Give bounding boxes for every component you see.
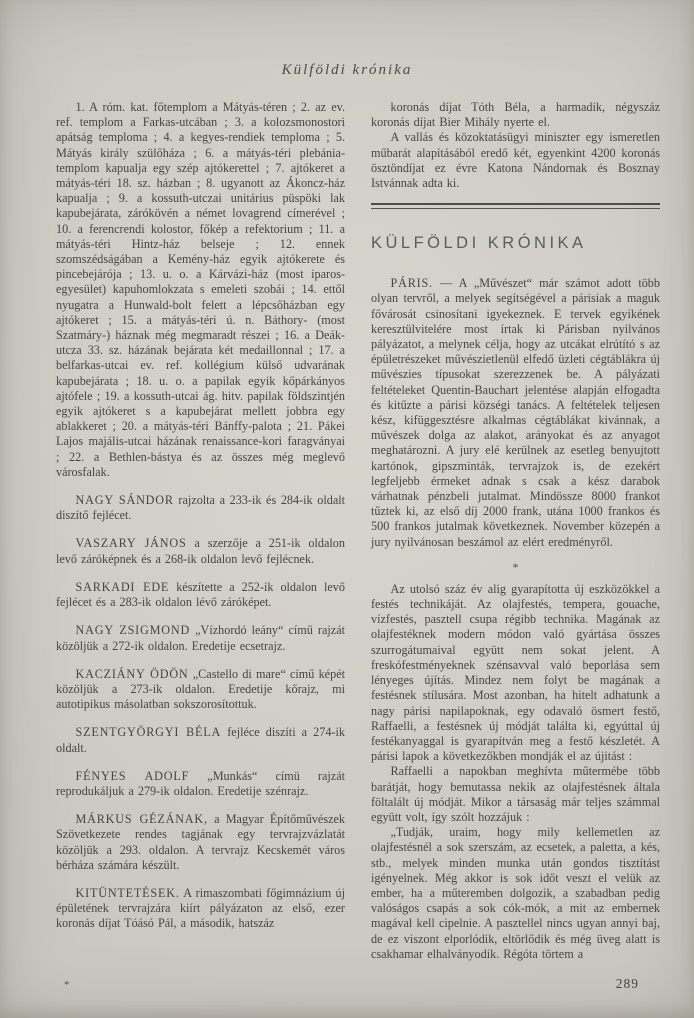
paragraph-lead: SZENTGYÖRGYI BÉLA: [75, 725, 222, 740]
paragraph: [371, 764, 660, 825]
paragraph-text: — A „Művészet“ már számot adott több olyan tervről, a melyek segítségével a párisiak a maguk fővárosát csinosítani igyekeznek. E tervek egyikének keresztülvitelére most írtak ki Párisban nyilvános pályázatot, a melynek célja, hogy az utcákat elrútító s az épületrészeket művészietlenül elfedő üzleti cégtáblákra új művészies típusokat szerezzenek be. A pályázati feltételeket Quentin-Bauchart jelentése alapján elfogadta és kitűzte a párisi községi tanács. A feltételek teljesen kész, kifüggesztésre alkalmas cégtáblákat kivánnak, a művészek dolga az alakot, arányokat és az anyagot meghatározni. A jury elé kerülnek az esetleg benyujtott kartónok, gipszminták, tervrajzok is, de ezekért legfeljebb érmeket adnak s csak a kész darabok várhatnak pénzbeli jutalmat. Mindössze 8000 frankot tűztek ki, az első díj 2000 frank, utána 1000 frankos és 500 frankos jutalmak következnek. November közepén a jury nyilvánosan beszámol az elért eredményről.: [371, 276, 660, 549]
paragraph-text: a Magyar Építőművészek Szövetkezete rendes tagjának egy tervrajzvázlatát közöljük a 293. oldalon. A tervrajz Kecskemét város bérháza számára készült.: [56, 812, 345, 872]
paragraph-text: 1. A róm. kat. főtemplom a Mátyás-téren ; 2. az ev. ref. templom a Farkas-utcában ; 3. a kolozsmonostori apátság temploma ; 4. a kegyes-rendiek temploma ; 5. Mátyás király szülőháza ; 6. a mátyás-téri plebánia-templom kapualja egy szép ajtókerettel ; 7. ajtókeret a mátyás-téri 18. sz. házban ; 8. ugyanott az Ákoncz-ház kapualja ; 9. a kossuth-utczai unitárius püspöki lak kapubejárata, zárókövén a német lovagrend címerével ; 10. a ferencrendi kolostor, főkép a refektorium ; 11. a mátyás-téri Hintz-ház belseje ; 12. ennek szomszédságában a Kemény-ház egyik ajtókerete és pincebejárója ; 13. u. o. a Kárvázi-ház (most iparos-egyesület) kapuhomlokzata s emeleti szobái ; 14. ettől nyugatra a Hunwald-bolt felett a lépcsőházban egy ajtókeret ; 15. a mátyás-téri ú. n. Báthory- (most Szatmáry-) háznak még megmaradt részei ; 16. a Deák-utcza 33. sz. házának bejárata két medaillonnal ; 17. a belfarkas-utcai ev. ref. kollégium külső udvarának kapubejárata ; 18. u. o. a papilak egyik kőpárkányos ajtófele ; 19. a kossuth-utcai ág. hitv. papilak földszintjén egyik ajtókeret s a kapubejárat mellett jobbra egy ablakkeret ; 20. a mátyás-téri Bánffy-palota ; 21. Pákei Lajos majális-utcai házának renaissance-kori faragványai ; 22. a Bethlen-bástya és az összes még meglevő városfalak.: [56, 100, 345, 479]
left-column: [56, 100, 345, 962]
continuation-paragraphs: [371, 100, 660, 191]
paragraph-lead: FÉNYES ADOLF: [75, 768, 190, 783]
section-heading: KÜLFÖLDI KRÓNIKA: [371, 234, 587, 253]
paragraph: [56, 886, 345, 932]
print-artifact-mark: *: [64, 979, 70, 991]
paragraph-text: rajzolta a 233-ik és 284-ik oldalt diszítő fejlécet.: [56, 493, 346, 523]
paragraph-paris: [371, 276, 660, 550]
paragraph-text: a szerzője a 251-ik oldalon levő záróképnek és a 268-ik oldalon levő fejlécnek.: [56, 536, 345, 566]
paragraph-text: „Vízhordó leány“ című rajzát közöljük a 272-ik oldalon. Eredetije ecsetrajz.: [56, 623, 345, 653]
paragraph-text: „Castello di mare“ című képét közöljük a 273-ik oldalon. Eredetije kőrajz, mi autotipikus másolatban sokszorosítottuk.: [56, 666, 345, 712]
page-number: 289: [615, 976, 639, 991]
essay-paragraphs: [371, 582, 660, 962]
section-divider-rules: [371, 203, 660, 209]
paragraph: [56, 667, 345, 713]
paragraph-text: fejléce diszíti a 274-ik oldalt.: [56, 725, 345, 755]
paragraph: [56, 100, 345, 480]
paragraph-text: koronás díjat Tóth Béla, a harmadik, négyszáz koronás díjat Bier Mihály nyerte el.: [371, 100, 660, 130]
paragraph: [56, 623, 345, 653]
paragraph: [56, 493, 345, 523]
paragraph: [56, 580, 345, 610]
paragraph-text: „Tudják, uraim, hogy mily kellemetlen az olajfestésnél a sok szerszám, az ecsetek, a paletta, a kés, stb., melyek minden munka után gondos tisztítást igényelnek. Még akkor is sok időt veszt el velük az ember, ha a műteremben dolgozik, a szabadban pedig valóságos csapás a sok cók-mók, a mit az embernek magával kell cipelnie. A pasztellel nincs ugyan annyi baj, de ez viszont elporlódik, eltörlődik és még üveg alatt is csakhamar elhalványodik. Régóta törtem a: [371, 825, 660, 961]
paragraph-lead: KACZIÁNY ÖDÖN: [75, 666, 189, 681]
paragraph: [371, 582, 660, 764]
paragraph-text: készítette a 252-ik oldalon levő fejlécet és a 283-ik oldalon lévő záróképet.: [56, 579, 345, 610]
paragraph: [371, 825, 660, 962]
two-column-layout: [0, 79, 694, 962]
paragraph-lead: PÁRIS.: [390, 276, 433, 291]
paragraph-text: Raffaelli a napokban meghívta műtermébe több barátját, hogy bemutassa nekik az olajfestésnek általa föltalált új módját. Mikor a társaság már teljes számmal együtt volt, így szólt hozzájuk :: [371, 764, 660, 824]
paragraph-lead: NAGY ZSIGMOND: [75, 623, 191, 638]
paragraph-text: A rimaszombati főgimnázium új épületének tervrajzára kiírt pályázaton az első, ezer koronás díjat Tóásó Pál, a második, hatszáz: [56, 885, 345, 931]
paragraph-text: „Munkás“ címü rajzát reprodukáljuk a 279-ik oldalon. Eredetije szénrajz.: [56, 768, 345, 798]
paragraph: [56, 769, 345, 799]
paragraph-lead: KITÜNTETÉSEK.: [75, 885, 180, 900]
paragraph-lead: SARKADI EDE: [75, 579, 170, 594]
paragraph: [56, 725, 345, 755]
paragraph-text: A vallás és közoktatásügyi miniszter egy ismeretlen műbarát alapításából eredő két, egyenkint 4200 koronás ösztöndíjat ez évre Katona Nándornak és Bosznay Istvánnak adta ki.: [371, 130, 660, 191]
paragraph-text: Az utolsó száz év alig gyarapította új eszközökkel a festés technikáját. Az olajfestés, tempera, gouache, vízfestés, pasztell csupa régibb technika. Magának az olajfestéknek modern módon való gyártása összes szurrogátumaival együtt nem sokat jelent. A freskófestményeknek szénsavval való beporlása sem lényeges újítás. Mindez nem folyt be magának a festésnek stílusára. Most azonban, ha hitelt adhatunk a nagy párisi napilapoknak, egy odavaló ösmert festő, Raffaelli, a festésnek új módját találta ki, egyúttal új festékanyaggal is gyarapítván meg a festő készletét. A párisi lapok a következőkben mondják el az újitást :: [371, 581, 660, 764]
divider-rule-thin: [371, 208, 660, 209]
running-header: Külföldi krónika: [281, 62, 413, 78]
right-column: [371, 100, 660, 962]
paragraph: [56, 812, 345, 873]
paragraph-lead: MÁRKUS GÉZÁNAK,: [75, 812, 208, 827]
paragraph: [56, 536, 345, 566]
divider-rule-thick: [371, 203, 660, 205]
paragraph: [371, 100, 660, 130]
star-separator: *: [512, 559, 519, 574]
paragraph-lead: VASZARY JÁNOS: [75, 536, 187, 551]
paragraph-lead: NAGY SÁNDOR: [75, 493, 174, 508]
paragraph: [371, 130, 660, 191]
